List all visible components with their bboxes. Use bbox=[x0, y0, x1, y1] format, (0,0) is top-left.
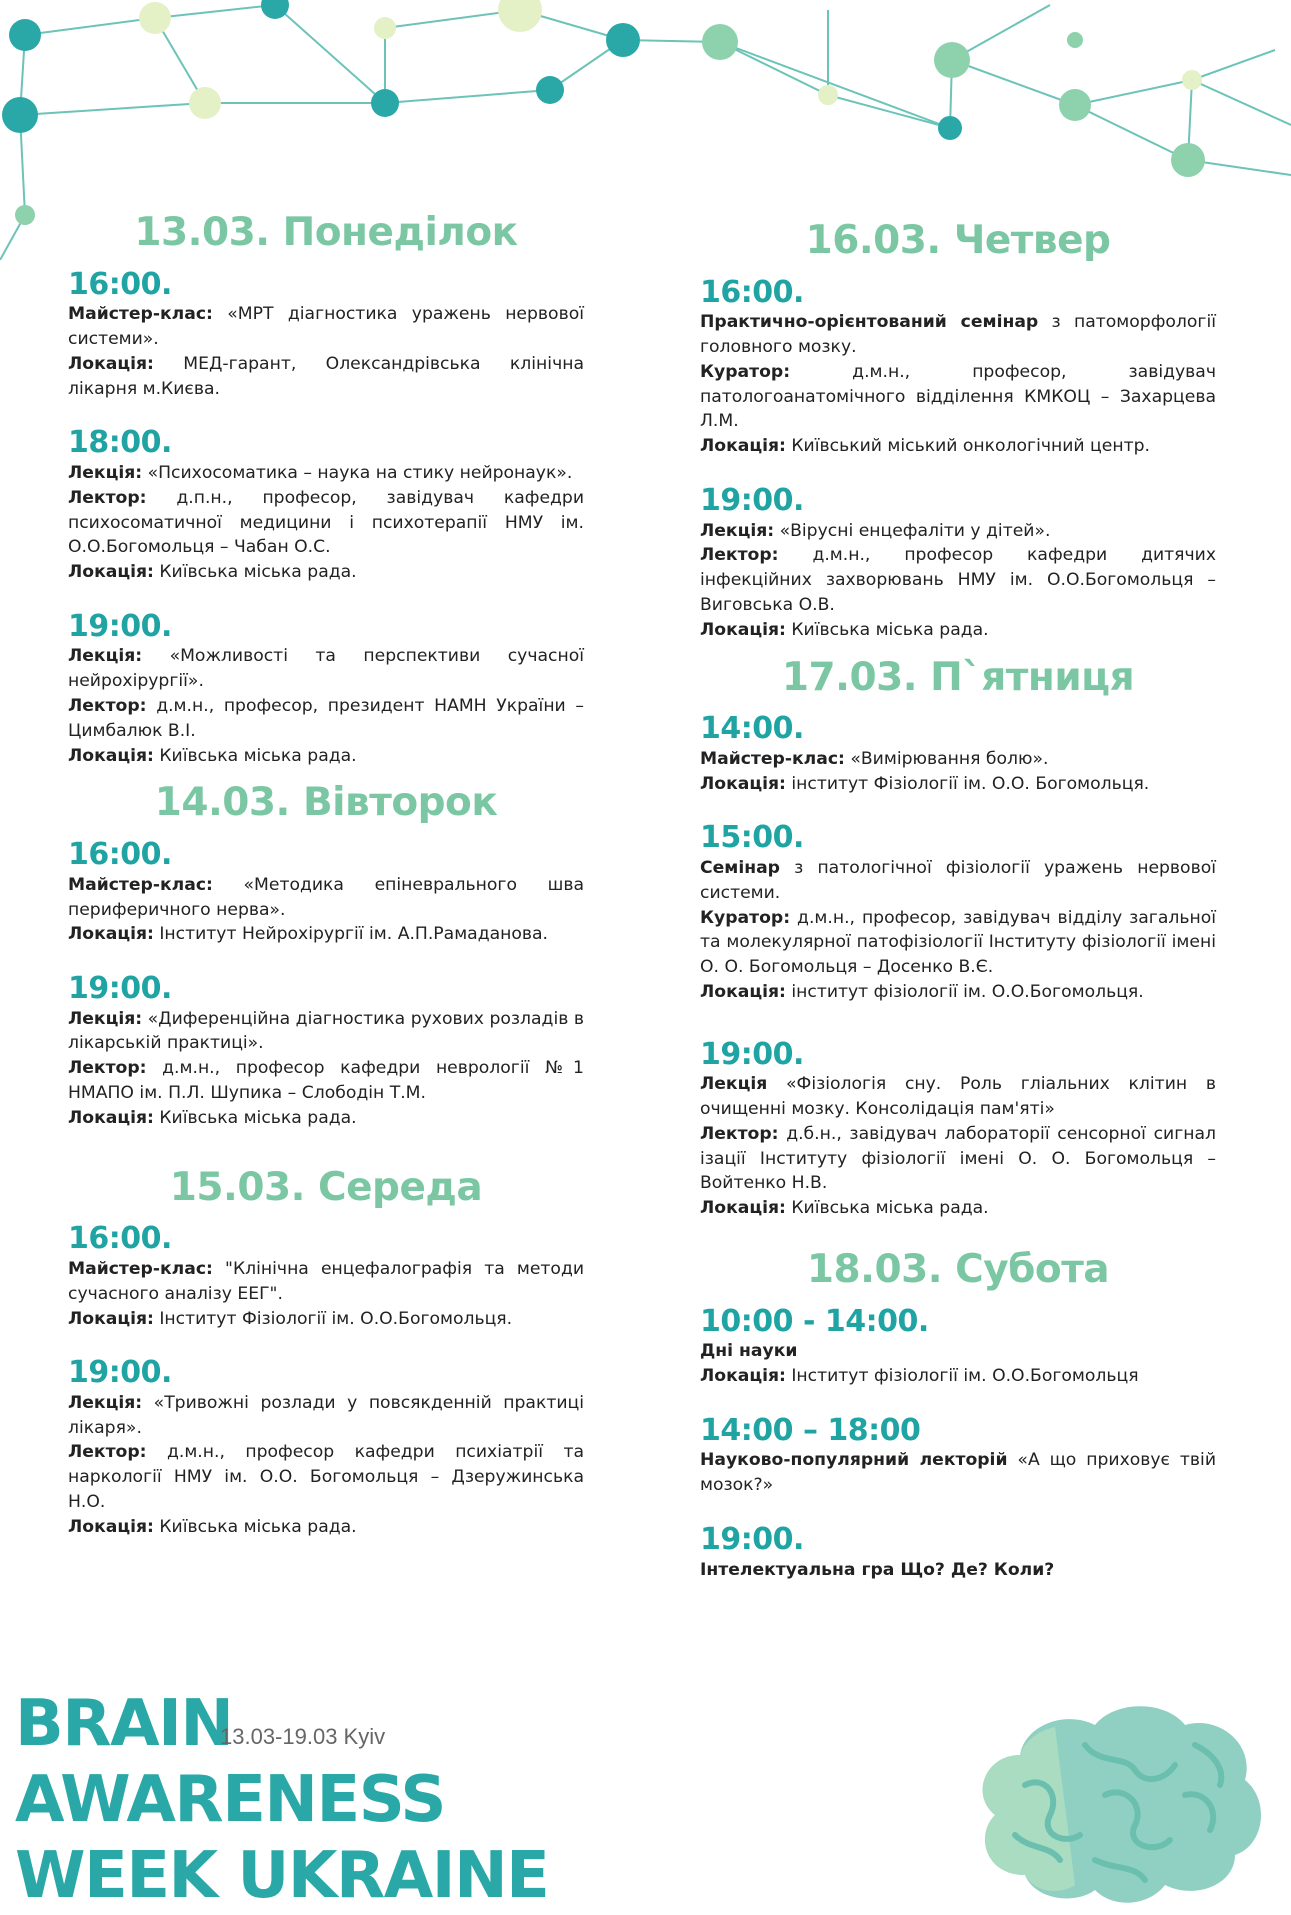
event-time: 16:00. bbox=[68, 266, 172, 302]
event-line: Локація: Київська міська рада. bbox=[68, 745, 357, 766]
event-line: Семінар з патологічної фізіології уражень нервової системи. bbox=[700, 857, 1216, 903]
event-time: 14:00. bbox=[700, 711, 804, 747]
event-line: Майстер-клас: «Методика епіневрального шва периферичного нерва». bbox=[68, 874, 584, 920]
event-line: Лектор: д.м.н., професор кафедри психіатрії та наркології НМУ ім. О.О. Богомольця – Дзеружинська Н.О. bbox=[68, 1442, 584, 1512]
event-line: Куратор: д.м.н., професор, завідувач патологоанатомічного відділення КМКОЦ – Захарцева Л.М. bbox=[700, 361, 1216, 432]
day-title: 13.03. Понеділок bbox=[134, 210, 518, 255]
schedule-right-column bbox=[700, 218, 1216, 1608]
event bbox=[68, 839, 584, 947]
event bbox=[68, 427, 584, 584]
day-block bbox=[700, 218, 1216, 643]
day-block bbox=[68, 1165, 584, 1540]
event-time: 19:00. bbox=[700, 1522, 804, 1557]
event-line: Локація: інститут Фізіології ім. О.О. Богомольця. bbox=[700, 773, 1150, 794]
event-dates: 13.03-19.03 Kyiv bbox=[220, 1724, 386, 1749]
day-block bbox=[68, 780, 584, 1130]
event-line: Лекція: «Психосоматика – наука на стику нейронаук». bbox=[68, 462, 573, 483]
event-line: Лекція: «Тривожні розлади у повсякденній практиці лікаря». bbox=[68, 1392, 584, 1438]
brand-line: AWARENESS bbox=[15, 1763, 445, 1837]
event-line: Локація: Київська міська рада. bbox=[68, 562, 357, 583]
event-line: Науково-популярний лекторій «А що приховує твій мозок?» bbox=[700, 1450, 1216, 1496]
event-line: Інтелектуальна гра Що? Де? Коли? bbox=[700, 1559, 1055, 1580]
event-line: Лекція: «Можливості та перспективи сучасної нейрохірургії». bbox=[68, 646, 584, 692]
event-line: Локація: Київська міська рада. bbox=[68, 1107, 357, 1128]
brand-title bbox=[15, 1686, 548, 1914]
event bbox=[68, 608, 584, 768]
event bbox=[68, 1223, 584, 1331]
event bbox=[700, 1412, 1216, 1498]
event-time: 19:00. bbox=[68, 608, 172, 644]
day-title: 14.03. Вівторок bbox=[154, 780, 498, 826]
event-line: Майстер-клас: «МРТ діагностика уражень нервової системи». bbox=[68, 304, 584, 350]
event-line: Локація: Київська міська рада. bbox=[68, 1516, 357, 1537]
event-line: Локація: Київська міська рада. bbox=[700, 619, 989, 640]
event-time: 14:00 – 18:00 bbox=[700, 1412, 921, 1448]
event-line: Лекція: «Диференційна діагностика рухових розладів в лікарській практиці». bbox=[68, 1008, 584, 1054]
event bbox=[68, 1357, 584, 1539]
day-title: 18.03. Субота bbox=[806, 1247, 1110, 1293]
event-time: 16:00. bbox=[68, 1221, 172, 1257]
day-block bbox=[700, 1247, 1216, 1582]
event-line: Майстер-клас: «Вимірювання болю». bbox=[700, 748, 1049, 769]
day-block bbox=[68, 210, 584, 768]
event bbox=[700, 1036, 1216, 1221]
day-title: 16.03. Четвер bbox=[805, 218, 1111, 263]
event-line: Майстер-клас: "Клінічна енцефалографія та методи сучасного аналізу ЕЕГ". bbox=[68, 1258, 584, 1304]
event bbox=[700, 274, 1216, 459]
day-block bbox=[700, 655, 1216, 1221]
event bbox=[700, 713, 1216, 796]
event-line: Локація: МЕД-гарант, Олександрівська клінічна лікарня м.Києва. bbox=[68, 353, 584, 399]
event-line: Локація: Інститут Фізіології ім. О.О.Богомольця. bbox=[68, 1308, 513, 1329]
event-time: 18:00. bbox=[68, 425, 172, 461]
event-line: Локація: інститут фізіології ім. О.О.Богомольця. bbox=[700, 981, 1144, 1002]
event-time: 15:00. bbox=[700, 820, 804, 856]
day-title: 15.03. Середа bbox=[169, 1164, 483, 1210]
event bbox=[700, 1303, 1216, 1389]
event bbox=[68, 973, 584, 1130]
event-time: 16:00. bbox=[68, 837, 172, 873]
brand-line: BRAIN bbox=[15, 1687, 233, 1761]
event-line: Лектор: д.п.н., професор, завідувач кафедри психосоматичної медицини і психотерапії НМУ ім. О.О.Богомольця – Чабан О.С. bbox=[68, 487, 584, 558]
event bbox=[700, 1524, 1216, 1582]
event-line: Практично-орієнтований семінар з патоморфології головного мозку. bbox=[700, 312, 1216, 358]
event-time: 10:00 - 14:00. bbox=[700, 1303, 929, 1339]
event-line: Локація: Київська міська рада. bbox=[700, 1198, 989, 1219]
day-title: 17.03. П`ятниця bbox=[781, 654, 1135, 700]
event-line: Лектор: д.б.н., завідувач лабораторії сенсорної сигнал ізації Інституту фізіології імені О. О. Богомольця – Войтенко Н.В. bbox=[700, 1123, 1216, 1194]
event-line: Лектор: д.м.н., професор кафедри дитячих інфекційних захворювань НМУ ім. О.О.Богомольця – Виговська О.В. bbox=[700, 545, 1216, 615]
event-time: 19:00. bbox=[68, 1355, 172, 1391]
event-line: Куратор: д.м.н., професор, завідувач відділу загальної та молекулярної патофізіології Інституту фізіології імені О. О. Богомольця – Досенко В.Є. bbox=[700, 907, 1216, 978]
event-time: 19:00. bbox=[700, 1036, 804, 1072]
event-line: Лектор: д.м.н., професор кафедри неврології №1 НМАПО ім. П.Л. Шупика – Слободін Т.М. bbox=[68, 1058, 584, 1104]
event bbox=[700, 485, 1216, 642]
event-time: 16:00. bbox=[700, 274, 804, 310]
event bbox=[700, 822, 1216, 1004]
schedule-left-column bbox=[68, 210, 584, 1566]
brain-icon bbox=[965, 1685, 1275, 1915]
event-line: Лекція «Фізіологія сну. Роль гліальних клітин в очищенні мозку. Консолідація пам'яті» bbox=[700, 1074, 1216, 1120]
event-line: Дні науки bbox=[700, 1341, 798, 1362]
event-line: Локація: Київський міський онкологічний центр. bbox=[700, 436, 1150, 457]
event-line: Локація: Інститут фізіології ім. О.О.Богомольця bbox=[700, 1366, 1139, 1387]
brand-line: WEEK UKRAINE bbox=[15, 1839, 549, 1913]
event-time: 19:00. bbox=[700, 483, 804, 519]
event bbox=[68, 266, 584, 402]
event-line: Лекція: «Вірусні енцефаліти у дітей». bbox=[700, 520, 1051, 541]
event-time: 19:00. bbox=[68, 971, 172, 1007]
event-line: Лектор: д.м.н., професор, президент НАМН України – Цимбалюк В.І. bbox=[68, 696, 584, 741]
event-line: Локація: Інститут Нейрохірургії ім. А.П.Рамаданова. bbox=[68, 924, 548, 945]
